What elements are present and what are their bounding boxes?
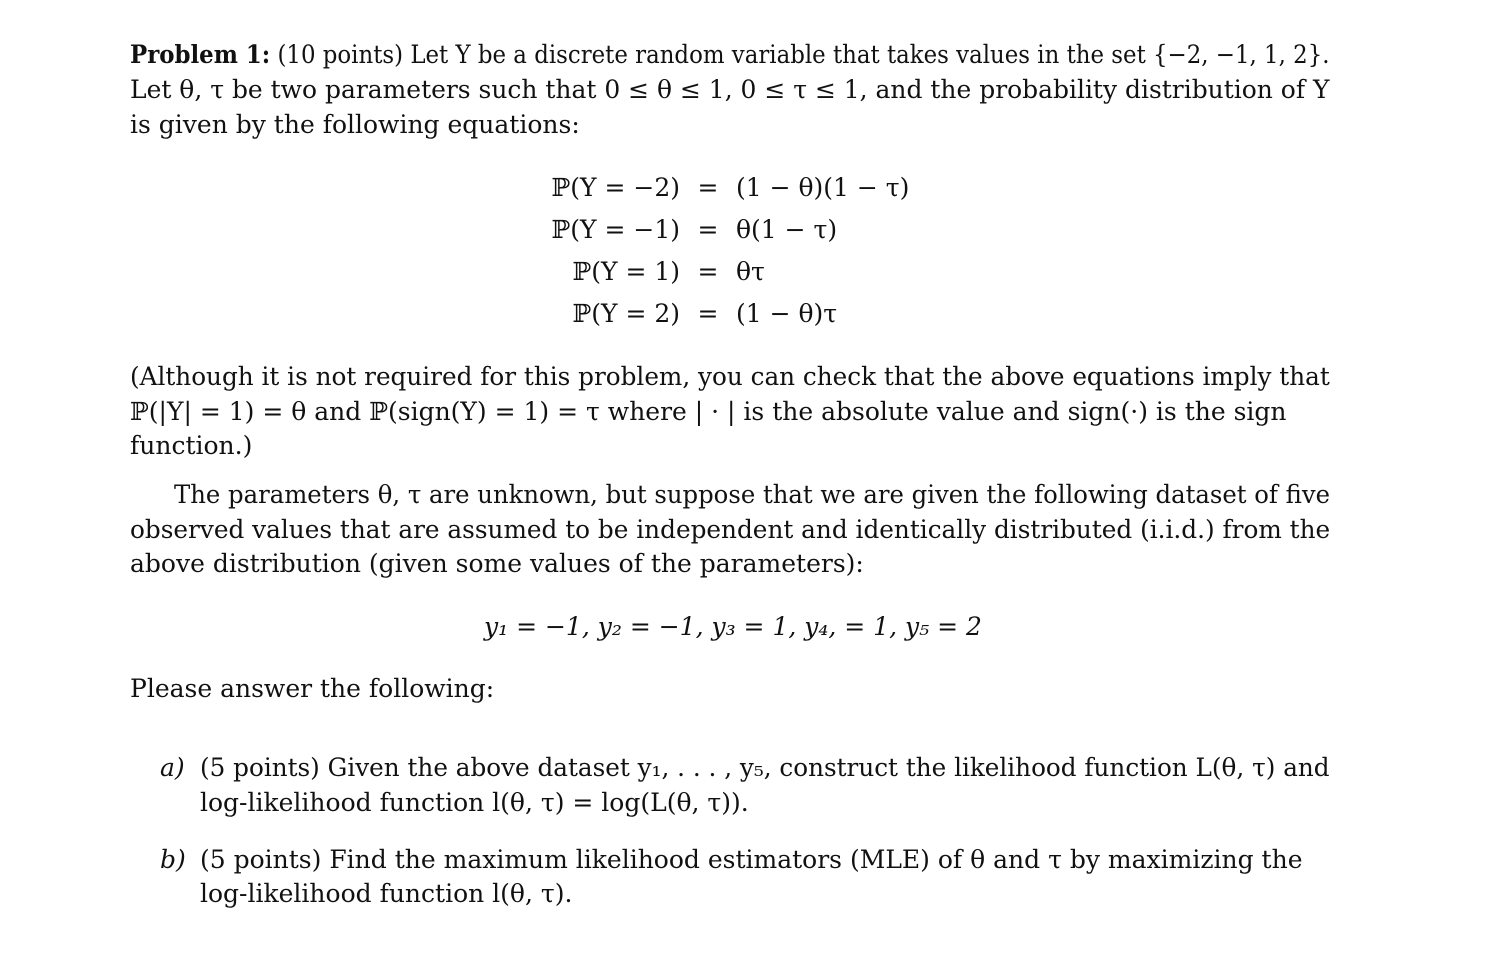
note-line-2: ℙ(|Y| = 1) = θ and ℙ(sign(Y) = 1) = τ where | · | is the absolute value and sign(·) is the sign: [130, 397, 1287, 426]
dataset-intro-line-2: observed values that are assumed to be independent and identically distributed (i.i.d.) from the: [130, 515, 1331, 544]
note-line-1: (Although it is not required for this problem, you can check that the above equations imply that: [130, 362, 1330, 391]
equation-rhs: θτ: [736, 257, 765, 286]
equation-row: [500, 255, 1000, 289]
equation-row: [500, 297, 1000, 331]
equation-lhs: ℙ(Y = 1): [572, 257, 680, 286]
equation-rhs: (1 − θ)τ: [736, 299, 838, 328]
part-a-label: a): [160, 753, 185, 782]
intro-line-1: [130, 38, 1330, 72]
equation-lhs: ℙ(Y = −2): [551, 173, 680, 202]
intro-line-2: Let θ, τ be two parameters such that 0 ≤ θ ≤ 1, 0 ≤ τ ≤ 1, and the probability distribution of Y: [130, 75, 1330, 104]
answer-prompt: Please answer the following:: [130, 674, 495, 703]
equation-operator: =: [697, 215, 719, 244]
intro-line-3: is given by the following equations:: [130, 110, 580, 139]
equation-lhs: ℙ(Y = −1): [551, 215, 680, 244]
part-b-label: b): [160, 845, 186, 874]
dataset-intro-line-1: The parameters θ, τ are unknown, but suppose that we are given the following dataset of five: [174, 480, 1331, 509]
part-a-line-2: log-likelihood function l(θ, τ) = log(L(θ, τ)).: [200, 788, 749, 817]
note-line-3: function.): [130, 431, 253, 460]
part-a-line-1: (5 points) Given the above dataset y₁, . . . , y₅, construct the likelihood function L(θ, τ) and: [200, 753, 1330, 782]
dataset-equation: y₁ = −1, y₂ = −1, y₃ = 1, y₄, = 1, y₅ = 2: [484, 612, 982, 641]
equation-operator: =: [697, 299, 719, 328]
equation-lhs: ℙ(Y = 2): [572, 299, 680, 328]
equation-row: [500, 213, 1000, 247]
equation-operator: =: [697, 173, 719, 202]
equation-row: [500, 171, 1000, 205]
intro-text-1: (10 points) Let Y be a discrete random variable that takes values in the set {−2, −1, 1, 2}.: [277, 40, 1330, 69]
equation-operator: =: [697, 257, 719, 286]
dataset-intro-line-3: above distribution (given some values of the parameters):: [130, 549, 864, 578]
problem-heading: Problem 1:: [130, 40, 271, 69]
equation-rhs: θ(1 − τ): [736, 215, 838, 244]
equation-rhs: (1 − θ)(1 − τ): [736, 173, 910, 202]
part-b-line-2: log-likelihood function l(θ, τ).: [200, 879, 573, 908]
part-b-line-1: (5 points) Find the maximum likelihood estimators (MLE) of θ and τ by maximizing the: [200, 845, 1303, 874]
